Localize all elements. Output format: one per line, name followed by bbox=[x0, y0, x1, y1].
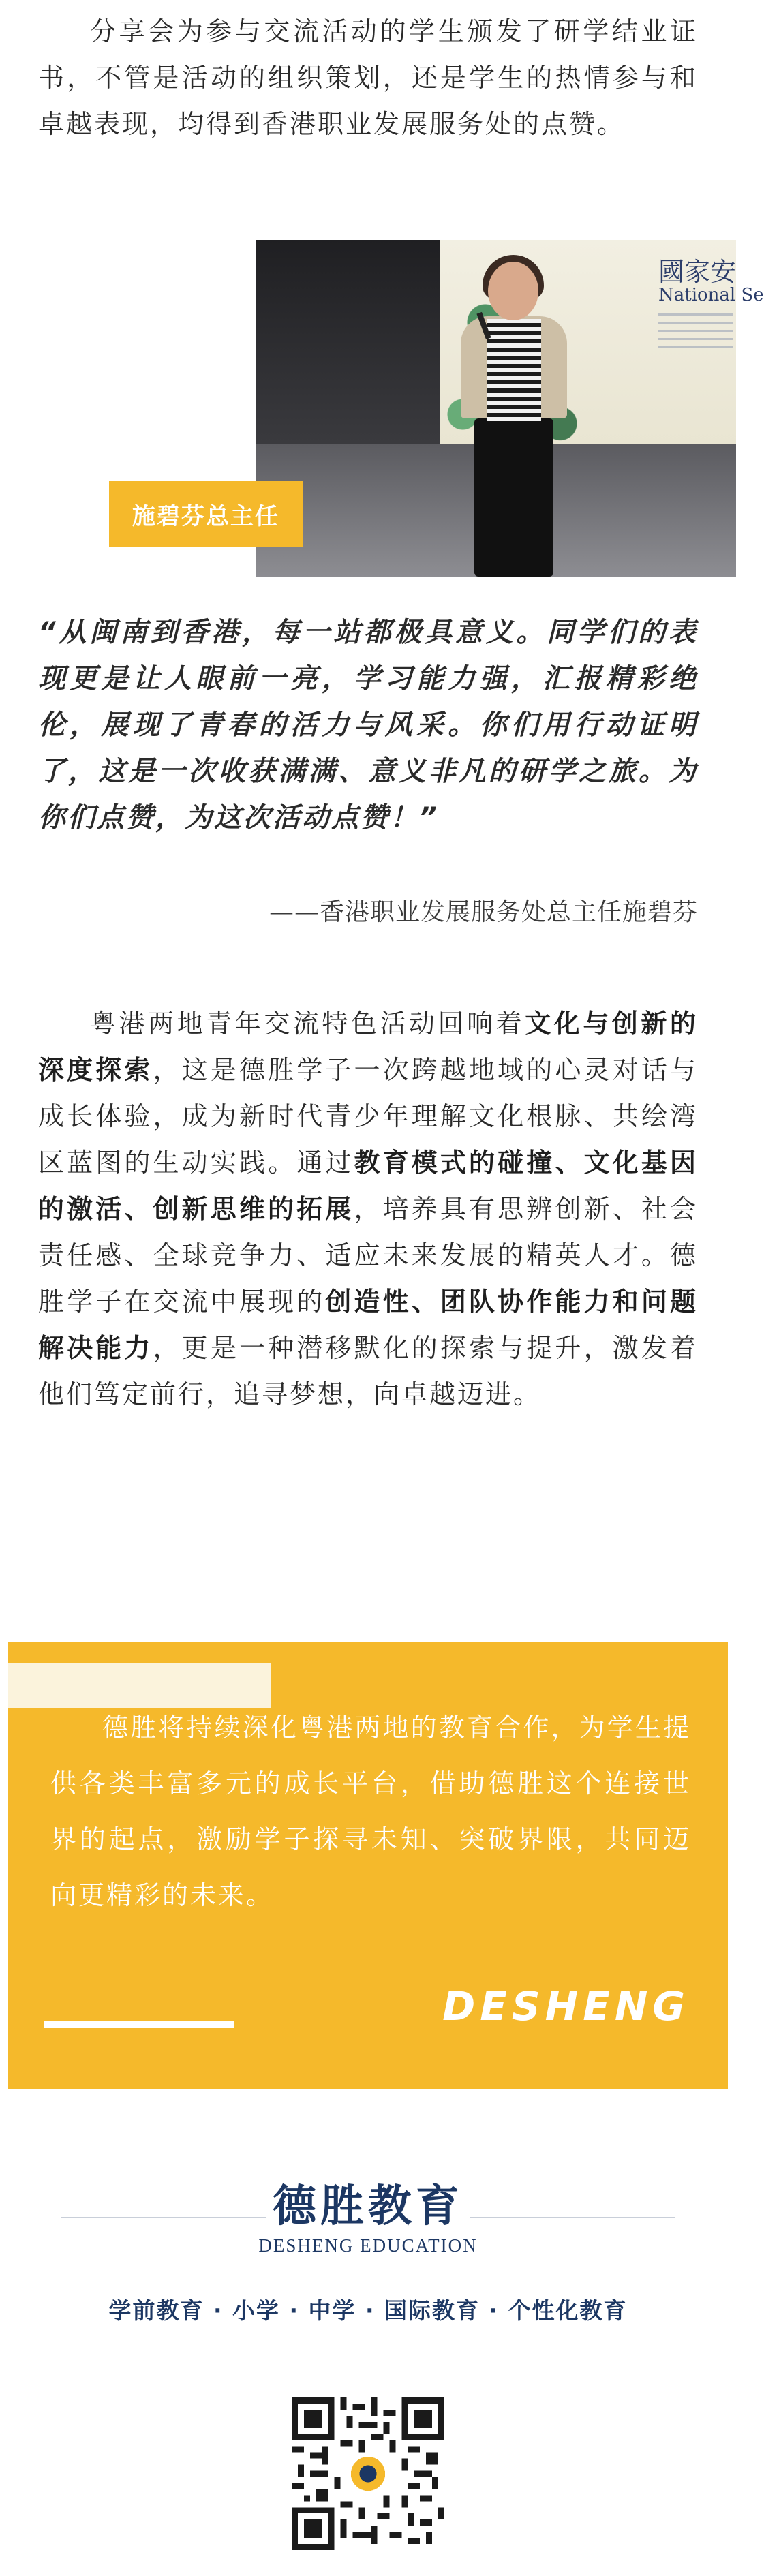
emphasis-culture-innovation: 文化与创新的深度探索 bbox=[38, 1009, 698, 1085]
emphasis-education-modes: 教育模式的碰撞、文化基因的激活、创新思维的拓展 bbox=[38, 1148, 698, 1224]
card-signature: DESHENG bbox=[442, 1983, 690, 2029]
closing-text: 德胜将持续深化粤港两地的教育合作，为学生提供各类丰富多元的成长平台，借助德胜这个连接世界的起点，激励学子探寻未知、突破界限，共同迈向更精彩的未来。 bbox=[50, 1713, 691, 1910]
qr-code-icon bbox=[292, 2397, 444, 2550]
speaker-name-tag: 施碧芬总主任 bbox=[109, 481, 303, 547]
brand-name-cn: 德胜教育 bbox=[273, 2181, 463, 2232]
intro-paragraph: 分享会为参与交流活动的学生颁发了研学结业证书，不管是活动的组织策划，还是学生的热情参与和卓越表现，均得到香港职业发展服务处的点赞。 bbox=[38, 16, 698, 139]
emphasis-abilities: 创造性、团队协作能力和问题解决能力 bbox=[38, 1287, 698, 1363]
speaker-quote: “从闽南到香港，每一站都极具意义。同学们的表现更是让人眼前一亮，学习能力强，汇报精彩绝伦，展现了青春的活力与风采。你们用行动证明了，这是一次收获满满、意义非凡的研学之旅。为你们点赞，为这次活动点赞！” bbox=[38, 617, 698, 833]
screen-title: 國家安 bbox=[658, 257, 737, 287]
speaker-photo bbox=[256, 240, 764, 577]
quote-attribution: ——香港职业发展服务处总主任施碧芬 bbox=[269, 898, 698, 926]
screen-subtitle: National Se bbox=[658, 285, 764, 305]
services-list: 学前教育 · 小学 · 中学 · 国际教育 · 个性化教育 bbox=[108, 2297, 628, 2324]
photo-wall bbox=[256, 240, 440, 444]
screen-fine-print bbox=[658, 313, 733, 354]
speaker-shirt bbox=[487, 319, 541, 421]
brand-name-en: DESHENG EDUCATION bbox=[258, 2235, 478, 2256]
closing-card bbox=[8, 1642, 728, 2089]
speaker-figure bbox=[474, 418, 553, 577]
speaker-face bbox=[488, 262, 538, 320]
body-paragraph: 粤港两地青年交流特色活动回响着文化与创新的深度探索，这是德胜学子一次跨越地域的心灵对话与成长体验，成为新时代青少年理解文化根脉、共绘湾区蓝图的生动实践。通过教育模式的碰撞、文化基因的激活、创新思维的拓展，培养具有思辨创新、社会责任感、全球竞争力、适应未来发展的精英人才。德胜学子在交流中展现的创造性、团队协作能力和问题解决能力，更是一种潜移默化的探索与提升，激发着他们笃定前行，追寻梦想，向卓越迈进。 bbox=[38, 1009, 698, 1409]
card-rule bbox=[44, 2021, 234, 2028]
